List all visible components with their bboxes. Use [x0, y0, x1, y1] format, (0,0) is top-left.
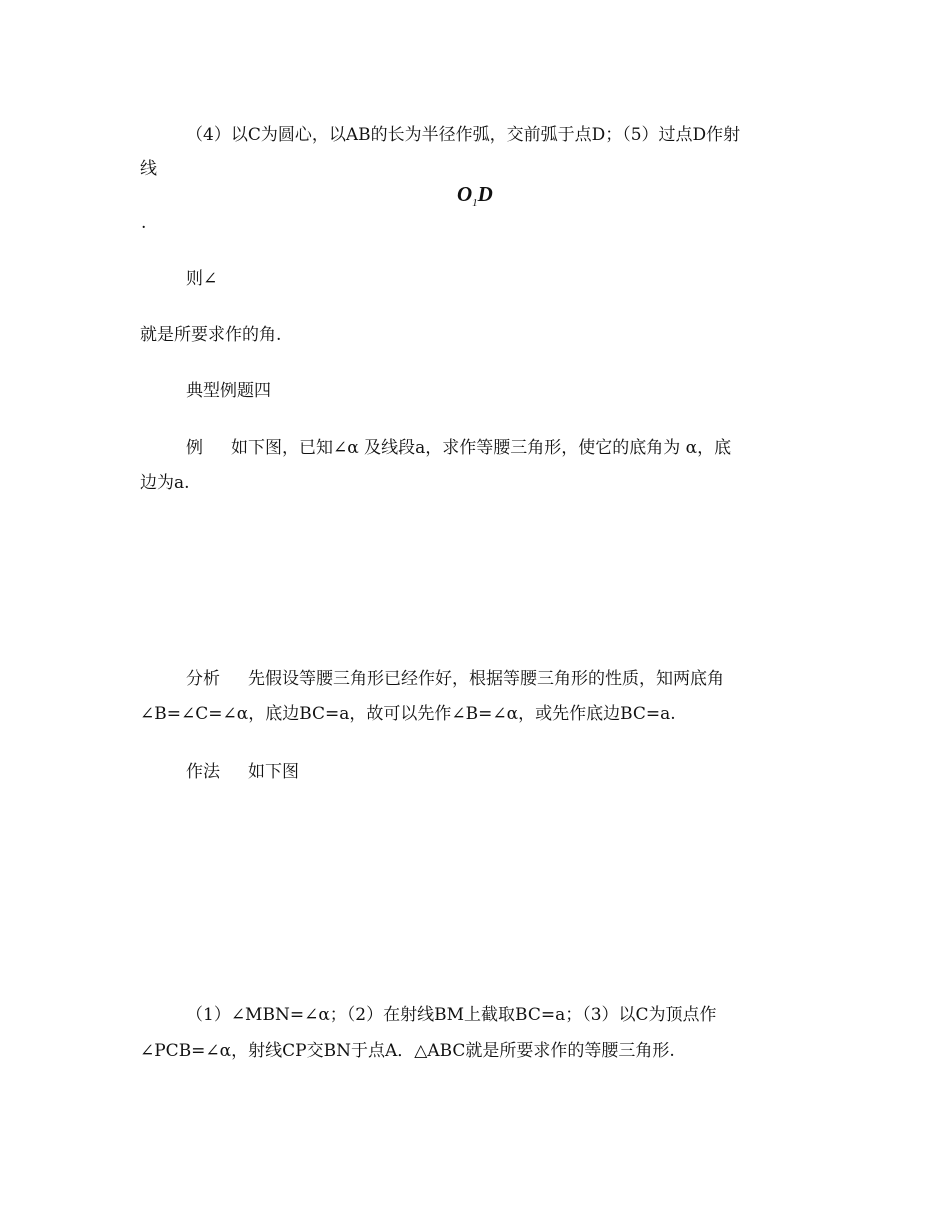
formula-o: O: [457, 182, 473, 206]
formula-subscript: 1: [472, 197, 478, 210]
paragraph-step4-line1: （4）以C为圆心，以AB的长为半径作弧，交前弧于点D；（5）过点D作射: [186, 125, 741, 145]
required-angle-text: 就是所要求作的角.: [140, 325, 282, 345]
steps-line1: （1）∠MBN=∠α；（2）在射线BM上截取BC=a；（3）以C为顶点作: [186, 1005, 717, 1025]
analysis-line2: ∠B=∠C=∠α，底边BC=a，故可以先作∠B=∠α，或先作底边BC=a.: [140, 704, 676, 724]
formula-d: D: [477, 182, 493, 206]
analysis-line1: [186, 668, 724, 690]
analysis-label: 分析: [186, 669, 220, 689]
example-text: 如下图，已知∠α 及线段a，求作等腰三角形，使它的底角为 α，底: [231, 438, 732, 458]
example-heading: 典型例题四: [186, 381, 271, 401]
then-angle-text: 则∠: [186, 269, 218, 289]
formula-o1d: [457, 182, 493, 209]
method-line: [186, 761, 299, 783]
paragraph-step4-line2: 线: [140, 159, 157, 179]
method-label: 作法: [186, 762, 220, 782]
example-line2: 边为a.: [140, 473, 190, 493]
example-line1: [186, 437, 731, 459]
analysis-text: 先假设等腰三角形已经作好，根据等腰三角形的性质，知两底角: [248, 669, 724, 689]
steps-line2: ∠PCB=∠α，射线CP交BN于点A．△ABC就是所要求作的等腰三角形.: [140, 1041, 675, 1061]
example-label: 例: [186, 438, 203, 458]
method-text: 如下图: [248, 762, 299, 782]
period-mark: .: [141, 213, 147, 233]
